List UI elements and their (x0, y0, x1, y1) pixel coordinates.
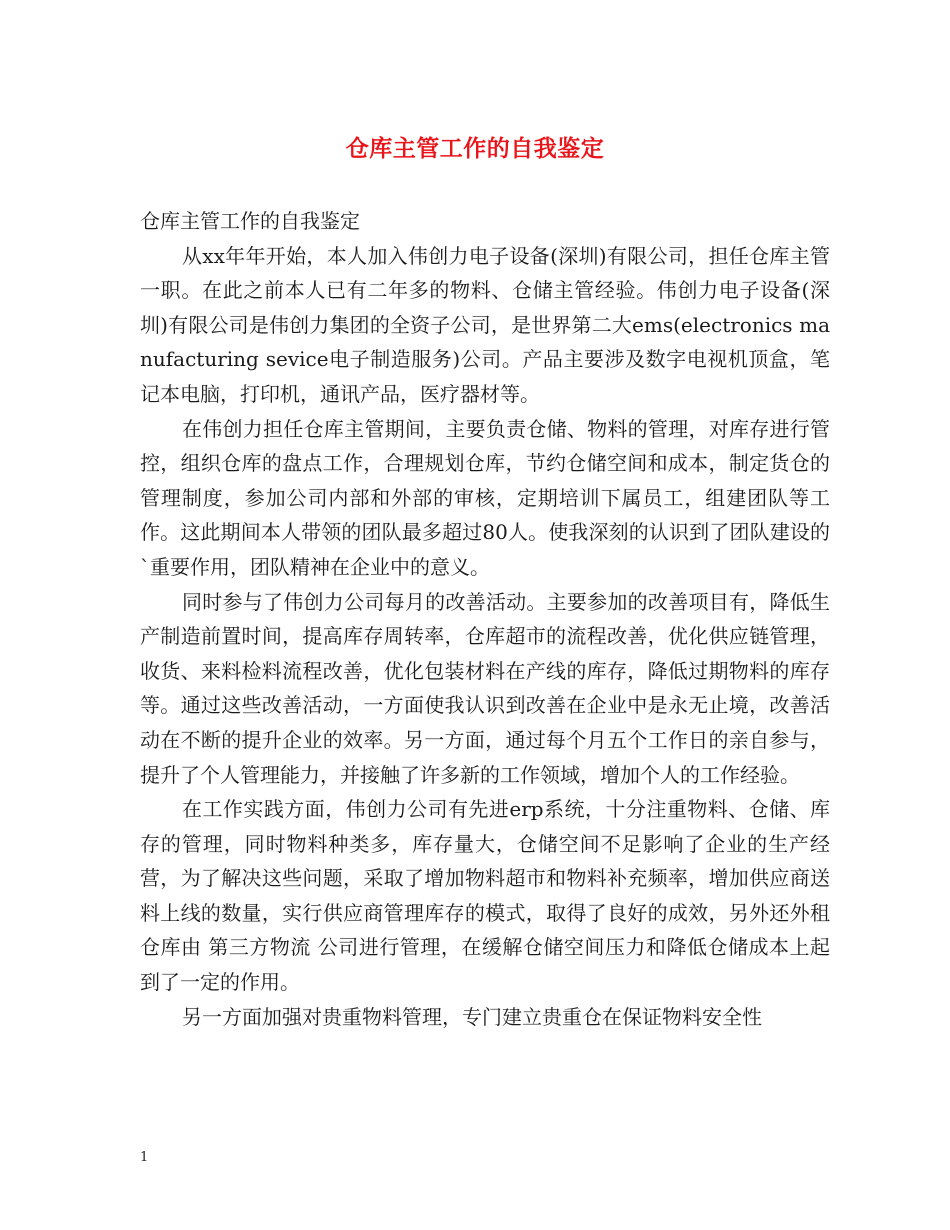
paragraph-1: 从xx年年开始，本人加入伟创力电子设备(深圳)有限公司，担任仓库主管一职。在此之前本人已有二年多的物料、仓储主管经验。伟创力电子设备(深圳)有限公司是伟创力集团的全资子公司，是世界第二大ems(electronics manufacturing sevice电子制造服务)公司。产品主要涉及数字电视机顶盒，笔记本电脑，打印机，通讯产品，医疗器材等。 (140, 243, 830, 406)
paragraph-3: 同时参与了伟创力公司每月的改善活动。主要参加的改善项目有，降低生产制造前置时间，提高库存周转率，仓库超市的流程改善，优化供应链管理，收货、来料检料流程改善，优化包装材料在产线的库存，降低过期物料的库存等。通过这些改善活动，一方面使我认识到改善在企业中是永无止境，改善活动在不断的提升企业的效率。另一方面，通过每个月五个工作日的亲自参与，提升了个人管理能力，并接触了许多新的工作领域，增加个人的工作经验。 (140, 589, 830, 787)
paragraph-4: 在工作实践方面，伟创力公司有先进erp系统，十分注重物料、仓储、库存的管理，同时物料种类多，库存量大，仓储空间不足影响了企业的生产经营，为了解决这些问题，采取了增加物料超市和物料补充频率，增加供应商送料上线的数量，实行供应商管理库存的模式，取得了良好的成效，另外还外租仓库由 第三方物流 公司进行管理，在缓解仓储空间压力和降低仓储成本上起到了一定的作用。 (140, 797, 830, 995)
paragraph-2: 在伟创力担任仓库主管期间，主要负责仓储、物料的管理，对库存进行管控，组织仓库的盘点工作，合理规划仓库，节约仓储空间和成本，制定货仓的管理制度，参加公司内部和外部的审核，定期培训下属员工，组建团队等工作。这此期间本人带领的团队最多超过80人。使我深刻的认识到了团队建设的`重要作用，团队精神在企业中的意义。 (140, 416, 830, 579)
document-subtitle: 仓库主管工作的自我鉴定 (140, 209, 360, 233)
document-title: 仓库主管工作的自我鉴定 (345, 135, 605, 162)
paragraph-5: 另一方面加强对贵重物料管理，专门建立贵重仓在保证物料安全性 (182, 1004, 762, 1029)
document-body (140, 204, 830, 1034)
page-number: 1 (140, 1150, 149, 1165)
